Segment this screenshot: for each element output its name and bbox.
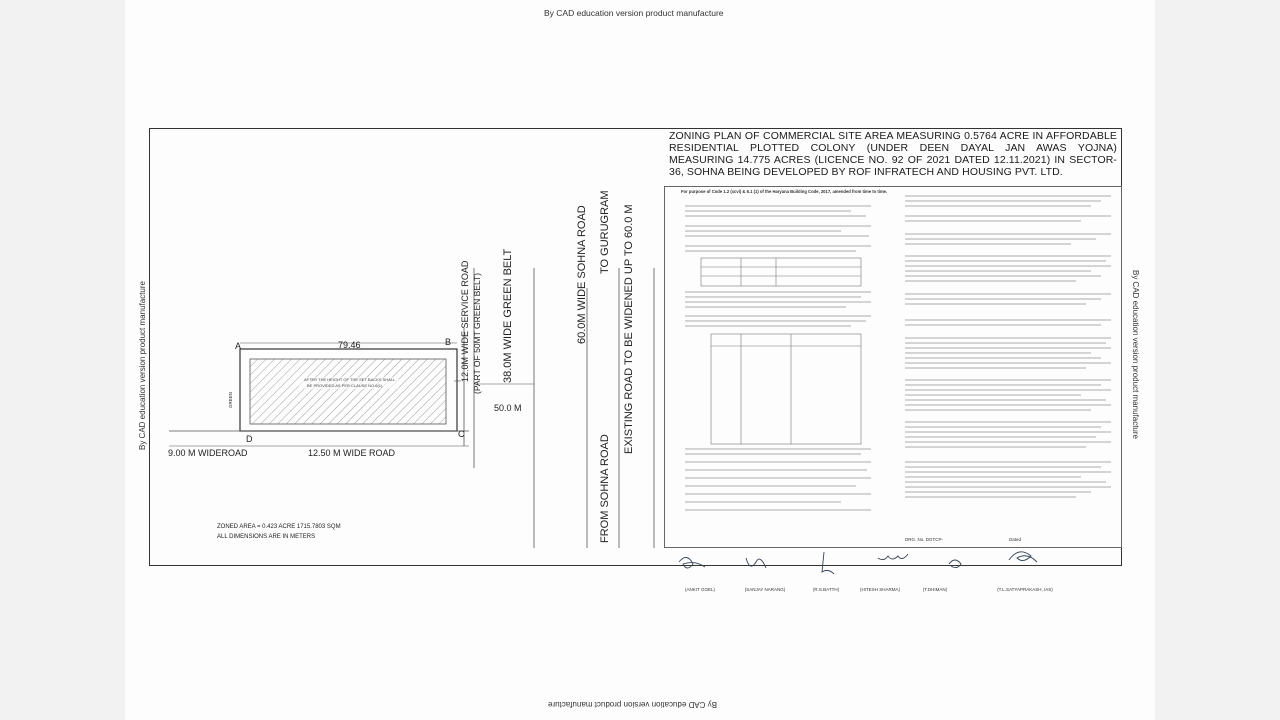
drawing-title: ZONING PLAN OF COMMERCIAL SITE AREA MEASURING 0.5764 ACRE IN AFFORDABLE RESIDENTIAL PLOTTED COLONY (UNDER DEEN DAYAL JAN AWAS YOJNA) MEASURING 14.775 ACRES (LICENCE NO. 92 OF 2021 DATED 12.11.2021) IN SECTOR-36, SOHNA BEING DEVELOPED BY ROF INFRATECH AND HOUSING PVT. LTD. <box>669 130 1117 178</box>
watermark-top: By CAD education version product manufacture <box>544 8 724 18</box>
road-12-5m-label: 12.50 M WIDE ROAD <box>308 448 396 458</box>
green-label: GREEN <box>228 391 233 408</box>
from-sohna-label: FROM SOHNA ROAD <box>599 434 611 543</box>
zoned-area-hatch <box>250 359 446 424</box>
watermark-bottom: By CAD education version product manufacture <box>548 700 717 709</box>
service-road-sub-label: (PART OF 50MT GREEN BELT) <box>472 272 482 394</box>
svg-text:AFTER THE HEIGHT OF THE SET BA: AFTER THE HEIGHT OF THE SET BACKS SHALL <box>304 377 396 382</box>
signature-6: (T.L.SATYAPRAKASH, IAS) <box>997 587 1053 592</box>
watermark-left: By CAD education version product manufacture <box>138 281 147 450</box>
zoned-area-label: ZONED AREA = 0.423 ACRE 1715.7803 SQM <box>217 524 341 530</box>
notes-right-column <box>901 190 1116 530</box>
signature-4: (HITESH SHARMA) <box>859 587 900 592</box>
to-gurugram-label: TO GURUGRAM <box>599 190 611 274</box>
site-plan <box>149 128 669 566</box>
road-9m-label: 9.00 M WIDEROAD <box>168 448 248 458</box>
drg-dated: Dated <box>1009 537 1022 542</box>
notes-heading: For purpose of Code 1.2 (xcvi) & 6.1 (1) of the Haryana Building Code, 2017, amended from time to time. <box>681 189 888 194</box>
zoning-notes <box>664 186 1122 548</box>
sohna-road-label: 60.0M WIDE SOHNA ROAD <box>576 205 588 344</box>
all-dimensions-label: ALL DIMENSIONS ARE IN METERS <box>217 534 316 540</box>
service-road-label: 12.0M WIDE SERVICE ROAD <box>460 260 470 382</box>
green-belt-label: 38.0M WIDE GREEN BELT <box>502 248 514 383</box>
svg-text:BE PROVIDED AS PER CLAUSE NO.6: BE PROVIDED AS PER CLAUSE NO.6(1) <box>307 383 383 388</box>
notes-left-column <box>681 194 881 524</box>
corner-a: A <box>235 341 242 351</box>
signature-1: (ANKIT GOEL) <box>685 587 715 592</box>
signature-3: (R.S.BATTH) <box>812 587 840 592</box>
drg-number: DRG. No. DGTCP- <box>905 537 944 542</box>
dim-top-label: 79.46 <box>338 340 361 350</box>
corner-c: C <box>458 429 465 439</box>
corner-d: D <box>246 434 253 444</box>
dim-50-label: 50.0 M <box>494 403 522 413</box>
existing-road-label: EXISTING ROAD TO BE WIDENED UP TO 60.0 M <box>623 204 635 454</box>
signature-2: (SANJAY NARANG) <box>744 587 786 592</box>
signature-5: (T.DHIMAN) <box>922 587 948 592</box>
watermark-right: By CAD education version product manufacture <box>1131 270 1140 439</box>
corner-b: B <box>445 337 452 347</box>
